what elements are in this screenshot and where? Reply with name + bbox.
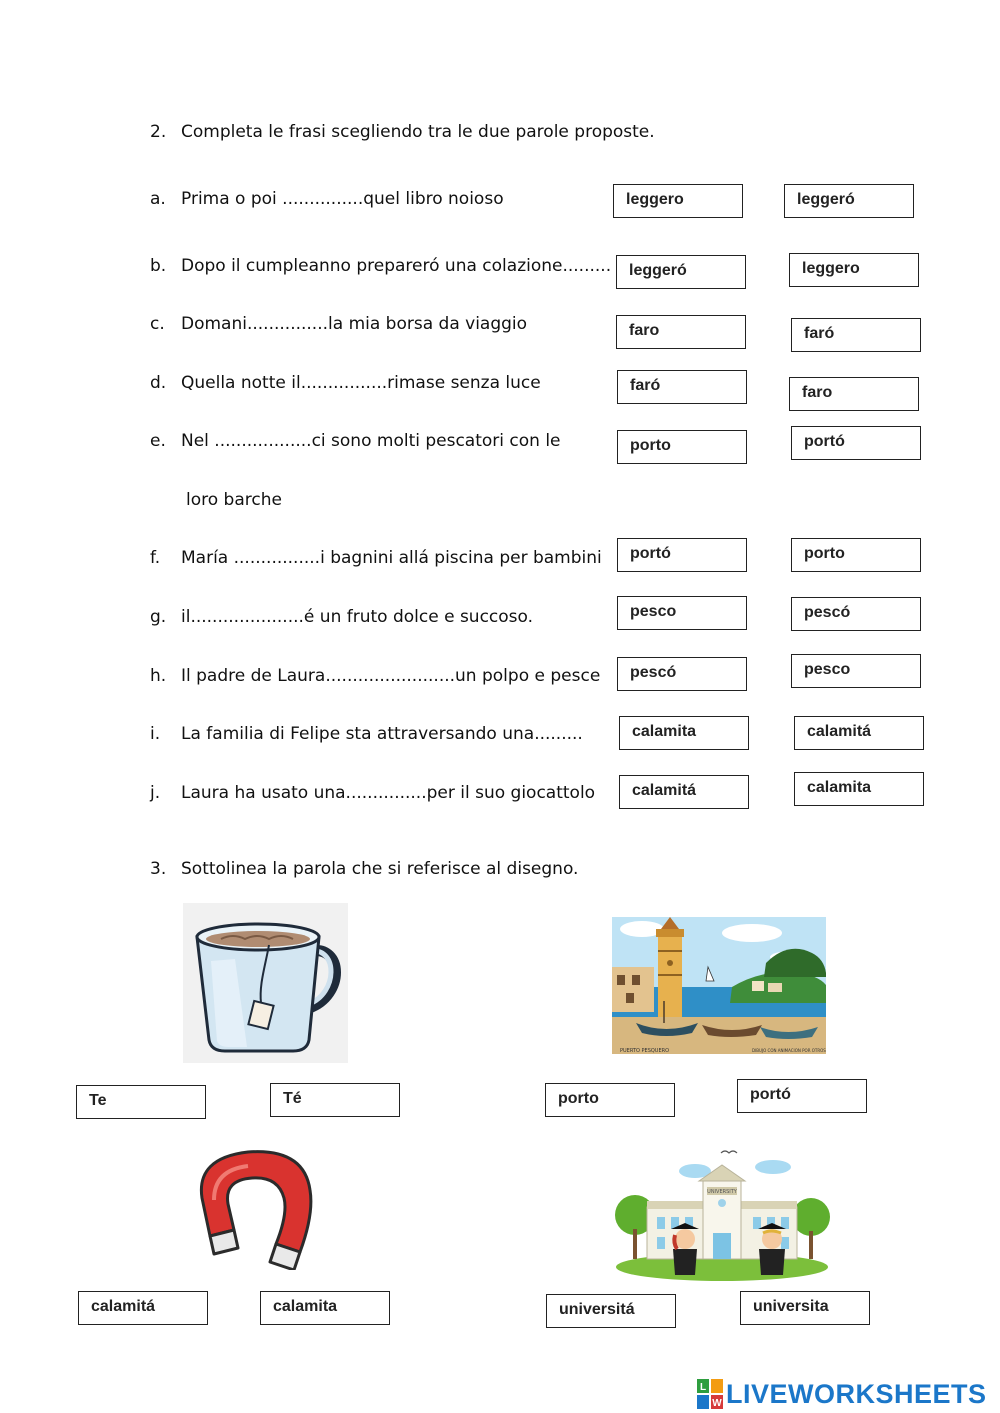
magnet-icon xyxy=(192,1140,322,1270)
item-e-sentence: Nel ..................ci sono molti pescatori con le xyxy=(181,431,561,451)
liveworksheets-logo xyxy=(697,1377,987,1411)
item-b-option-1[interactable]: leggeró xyxy=(616,255,746,289)
item-e-option-1[interactable]: porto xyxy=(617,430,747,464)
liveworksheets-wordmark: LIVEWORKSHEETS xyxy=(726,1378,987,1409)
item-e-letter: e. xyxy=(150,431,166,451)
item-a-sentence: Prima o poi ...............quel libro noioso xyxy=(181,189,504,209)
item-h-option-2[interactable]: pesco xyxy=(791,654,921,688)
picture-university-option-1[interactable]: universitá xyxy=(546,1294,676,1328)
item-e-sentence-continued: loro barche xyxy=(186,490,282,510)
harbor-scene-icon xyxy=(612,917,826,1054)
exercise-2-instruction: Completa le frasi scegliendo tra le due parole proposte. xyxy=(181,122,655,142)
item-d-option-2[interactable]: faro xyxy=(789,377,919,411)
item-c-letter: c. xyxy=(150,314,165,334)
item-b-sentence: Dopo il cumpleanno prepareró una colazione......... xyxy=(181,256,612,276)
item-a-option-2[interactable]: leggeró xyxy=(784,184,914,218)
picture-magnet-option-1[interactable]: calamitá xyxy=(78,1291,208,1325)
tea-cup-icon xyxy=(183,903,348,1063)
item-g-option-1[interactable]: pesco xyxy=(617,596,747,630)
item-d-option-1[interactable]: faró xyxy=(617,370,747,404)
item-i-sentence: La familia di Felipe sta attraversando una......... xyxy=(181,724,583,744)
badge-letter-l: L xyxy=(699,1382,707,1393)
picture-tea-option-2[interactable]: Té xyxy=(270,1083,400,1117)
item-h-sentence: Il padre de Laura........................un polpo e pesce xyxy=(181,666,601,686)
item-j-letter: j. xyxy=(150,783,161,803)
item-b-letter: b. xyxy=(150,256,167,276)
item-h-option-1[interactable]: pescó xyxy=(617,657,747,691)
picture-harbor-option-1[interactable]: porto xyxy=(545,1083,675,1117)
university-icon xyxy=(613,1145,831,1285)
item-f-option-2[interactable]: porto xyxy=(791,538,921,572)
item-j-option-2[interactable]: calamita xyxy=(794,772,924,806)
harbor-caption-right: DIBUJO CON ANIMACION POR OTROS xyxy=(752,1048,826,1053)
item-i-option-2[interactable]: calamitá xyxy=(794,716,924,750)
item-a-letter: a. xyxy=(150,189,166,209)
item-h-letter: h. xyxy=(150,666,167,686)
exercise-2-number: 2. xyxy=(150,122,167,142)
item-b-option-2[interactable]: leggero xyxy=(789,253,919,287)
item-e-option-2[interactable]: portó xyxy=(791,426,921,460)
item-g-sentence: il.....................é un fruto dolce e succoso. xyxy=(181,607,534,627)
picture-magnet-option-2[interactable]: calamita xyxy=(260,1291,390,1325)
liveworksheets-badge-icon xyxy=(697,1379,723,1409)
item-i-letter: i. xyxy=(150,724,161,744)
item-c-sentence: Domani...............la mia borsa da viaggio xyxy=(181,314,528,334)
item-g-letter: g. xyxy=(150,607,167,627)
item-g-option-2[interactable]: pescó xyxy=(791,597,921,631)
university-sign: UNIVERSITY xyxy=(707,1189,737,1195)
item-d-sentence: Quella notte il................rimase senza luce xyxy=(181,373,541,393)
exercise-3-number: 3. xyxy=(150,859,167,879)
item-a-option-1[interactable]: leggero xyxy=(613,184,743,218)
badge-letter-w: W xyxy=(712,1398,722,1409)
item-c-option-1[interactable]: faro xyxy=(616,315,746,349)
exercise-3-instruction: Sottolinea la parola che si referisce al disegno. xyxy=(181,859,579,879)
harbor-caption-left: PUERTO PESQUERO xyxy=(620,1048,670,1054)
item-f-sentence: María ................i bagnini allá piscina per bambini xyxy=(181,548,602,568)
item-f-letter: f. xyxy=(150,548,161,568)
item-d-letter: d. xyxy=(150,373,167,393)
item-i-option-1[interactable]: calamita xyxy=(619,716,749,750)
picture-university-option-2[interactable]: universita xyxy=(740,1291,870,1325)
item-j-option-1[interactable]: calamitá xyxy=(619,775,749,809)
item-c-option-2[interactable]: faró xyxy=(791,318,921,352)
item-f-option-1[interactable]: portó xyxy=(617,538,747,572)
picture-tea-option-1[interactable]: Te xyxy=(76,1085,206,1119)
picture-harbor-option-2[interactable]: portó xyxy=(737,1079,867,1113)
item-j-sentence: Laura ha usato una...............per il suo giocattolo xyxy=(181,783,596,803)
